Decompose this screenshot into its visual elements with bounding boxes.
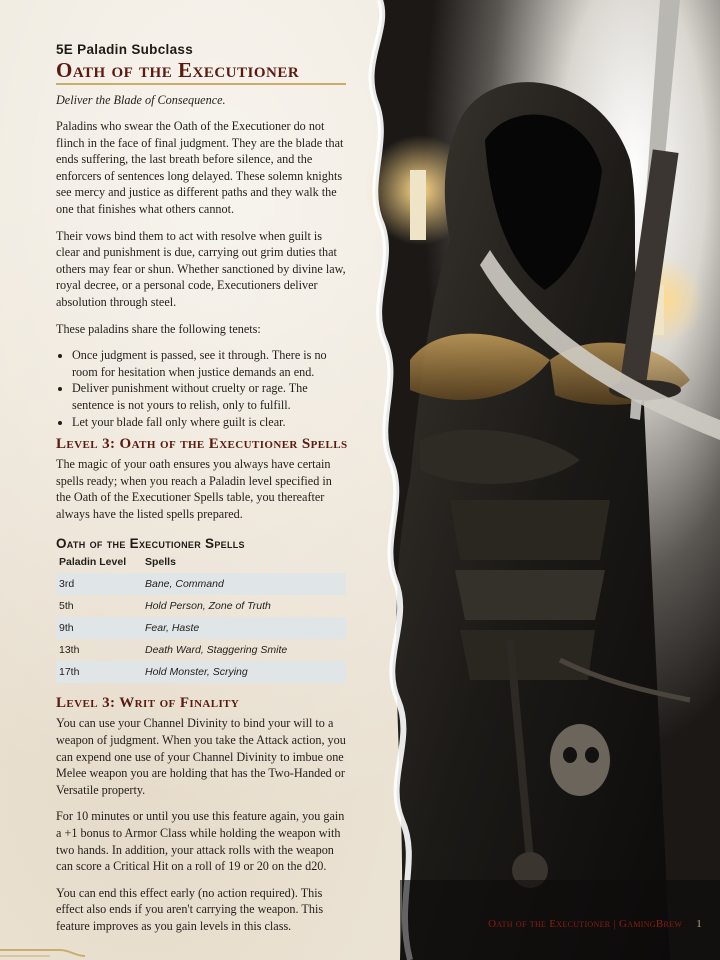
- column-header-spells: Spells: [145, 556, 176, 569]
- intro-paragraph-2: Their vows bind them to act with resolve when guilt is clear and punishment is due, carrying out grim duties that others may fear or shun. Whether sanctioned by divine law, royal decree, or a personal code, Executioners deliver absolution through steel.: [56, 228, 346, 309]
- spells-cell: Hold Person, Zone of Truth: [145, 600, 271, 613]
- spells-cell: Hold Monster, Scrying: [142, 661, 346, 683]
- title-rule: [56, 83, 346, 85]
- executioner-artwork: [340, 0, 720, 960]
- spell-table-title: Oath of the Executioner Spells: [56, 536, 245, 552]
- spells-cell: Fear, Haste: [142, 617, 346, 639]
- table-row: [56, 661, 346, 683]
- spell-table: [56, 553, 346, 683]
- spells-cell: Death Ward, Staggering Smite: [145, 644, 288, 657]
- level-cell: 13th: [59, 644, 80, 657]
- subclass-kicker: 5E Paladin Subclass: [56, 42, 194, 57]
- table-row: [56, 639, 346, 661]
- writ-section-heading: Level 3: Writ of Finality: [56, 695, 240, 712]
- level-cell: 9th: [56, 617, 142, 639]
- tenet-item: • Let your blade fall only where guilt is clear.: [72, 414, 348, 431]
- footer-text: Oath of the Executioner | GamingBrew: [488, 918, 683, 930]
- tenets-list: [56, 347, 348, 430]
- level-cell: 3rd: [56, 573, 142, 595]
- table-row: [56, 595, 346, 617]
- writ-paragraph-2: For 10 minutes or until you use this feature again, you gain a +1 bonus to Armor Class while holding the weapon with two hands. In addition, your attack rolls with the weapon can score a Critical Hit on a roll of 19 or 20 on the d20.: [56, 809, 345, 874]
- level-cell: 5th: [59, 600, 74, 613]
- level-cell: 17th: [56, 661, 142, 683]
- page-number: 1: [696, 918, 702, 930]
- spells-section-text: The magic of your oath ensures you always have certain spells ready; when you reach a Paladin level specified in the Oath of the Executioner Spells table, you thereafter always have the listed spells prepared.: [56, 457, 332, 521]
- spells-cell: Bane, Command: [142, 573, 346, 595]
- page-title: Oath of the Executioner: [56, 58, 300, 82]
- column-header-level: Paladin Level: [59, 556, 127, 569]
- tenet-item: • Once judgment is passed, see it through. There is no room for hesitation when justice demands an end.: [72, 347, 348, 380]
- tenet-item: • Deliver punishment without cruelty or rage. The sentence is not yours to relish, only to fulfill.: [72, 380, 348, 413]
- corner-ornament: [0, 930, 90, 960]
- table-row: [56, 617, 346, 639]
- tagline: Deliver the Blade of Consequence.: [56, 93, 226, 107]
- spells-section-heading: Level 3: Oath of the Executioner Spells: [56, 436, 348, 453]
- table-row: [56, 573, 346, 595]
- main-column: [56, 42, 348, 945]
- intro-paragraph-1: Paladins who swear the Oath of the Executioner do not flinch in the face of final judgment. They are the blade that ends suffering, the last breath before silence, and the enforcers of sentences long delayed. These solemn knights see mercy and justice as different paths and they walk the one that finishes what others cannot.: [56, 119, 344, 216]
- intro-paragraph-3: These paladins share the following tenets:: [56, 321, 261, 336]
- page-footer: [488, 918, 702, 930]
- writ-paragraph-3: You can end this effect early (no action required). This effect also ends if you aren't carrying the weapon. This feature improves as you gain levels in this class.: [56, 885, 324, 933]
- writ-paragraph-1: You can use your Channel Divinity to bind your will to a weapon of judgment. When you take the Attack action, you can expend one use of your Channel Divinity to imbue one Melee weapon you are holding that has the Two-Handed or Versatile property.: [56, 716, 346, 797]
